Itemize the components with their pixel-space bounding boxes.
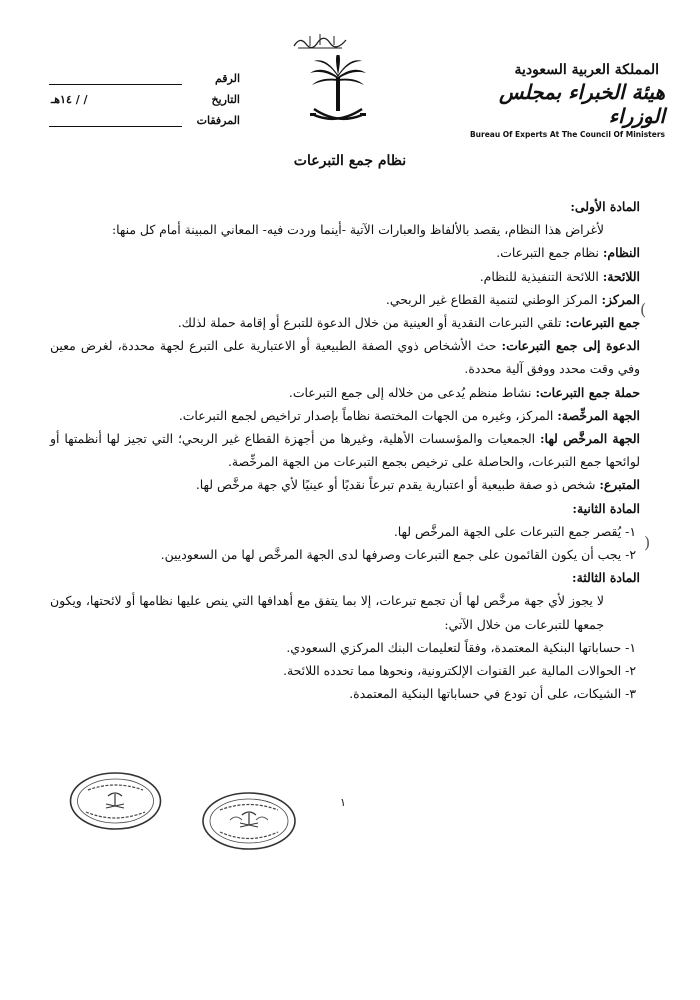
definition-item [50, 473, 640, 496]
definition-term: اللائحة: [602, 268, 640, 284]
definition-term: المركز: [601, 291, 640, 307]
definition-term: الدعوة إلى جمع التبرعات: [501, 338, 640, 354]
definition-item [50, 404, 640, 427]
official-seal-stamp [200, 790, 298, 852]
article-2-heading: المادة الثانية : [50, 497, 640, 520]
date-label: التاريخ [211, 93, 240, 106]
definition-text: المركز، وغيره من الجهات المختصة نظاماً بإصدار تراخيص لجمع التبرعات. [178, 407, 558, 423]
definition-text: تلقي التبرعات النقدية أو العينية من خلال الدعوة للتبرع أو إقامة حملة لذلك. [177, 315, 566, 331]
official-seal-stamp [68, 770, 163, 832]
definition-text: حث الأشخاص ذوي الصفة الطبيعية أو الاعتبارية على التبرع لجهة محددة، لغرض معين وفي وقت محدد ووفق آلية محددة. [50, 338, 640, 377]
definition-item [50, 288, 640, 311]
bureau-name-english: Bureau Of Experts At The Council Of Ministers [469, 130, 665, 139]
definition-text: الجمعيات والمؤسسات الأهلية، وغيرها من أجهزة القطاع غير الربحي؛ التي تجيز لها أنظمتها أو لوائحها جمع التبرعات، والحاصلة على ترخيص بجمع التبرعات من الجهة المرخِّصة. [50, 431, 640, 470]
definition-term: الجهة المرخَّص لها: [539, 431, 641, 447]
article-3-intro: لا يجوز لأي جهة مرخَّص لها أن تجمع تبرعات، إلا بما يتفق مع أهدافها التي ينص عليها نظامها أو لائحتها، ويكون جمعها للتبرعات من خلال الآتي: [50, 593, 604, 632]
item-number: ١- [625, 639, 636, 655]
item-text: الحوالات المالية عبر القنوات الإلكترونية، ونحوها مما تحدده اللائحة. [283, 663, 626, 679]
item-text: الشيكات، على أن تودع في حساباتها البنكية المعتمدة. [349, 686, 626, 702]
kingdom-name: المملكة العربية السعودية [514, 62, 659, 78]
saudi-emblem-icon [308, 55, 368, 127]
definition-term: النظام: [602, 245, 640, 261]
item-text: يجب أن يكون القائمون على جمع التبرعات وصرفها لدى الجهة المرخَّص لها من السعوديين. [160, 547, 626, 563]
definition-term: الجهة المرخِّصة: [557, 407, 640, 423]
item-text: يُقصر جمع التبرعات على الجهة المرخَّص لها. [393, 523, 626, 539]
item-number: ٣- [625, 686, 636, 702]
page-number: ١ [340, 796, 346, 809]
document-title: نظام جمع التبرعات [293, 153, 407, 169]
definition-item [50, 265, 640, 288]
definition-item [50, 334, 640, 380]
definition-item [50, 427, 640, 473]
header-organization-block [440, 62, 665, 139]
article-3-heading: المادة الثالثة : [50, 566, 640, 589]
definition-item [50, 311, 640, 334]
date-value: / / ١٤هـ [51, 93, 88, 106]
attachments-line [49, 114, 182, 127]
definition-item [50, 241, 640, 264]
bureau-name-arabic: هيئة الخبراء بمجلس الوزراء [498, 80, 665, 128]
header-reference-block [45, 64, 240, 127]
margin-bracket-mark: ) [644, 533, 651, 552]
date-row [45, 85, 240, 106]
definition-term: المتبرع: [599, 477, 640, 493]
definition-term: جمع التبرعات: [565, 315, 640, 331]
article-1-intro: لأغراض هذا النظام، يقصد بالألفاظ والعبارات الآتية -أينما وردت فيه- المعاني المبينة أمام كل منها: [111, 222, 604, 238]
article-1-heading: المادة الأولى : [50, 195, 640, 218]
document-body [50, 195, 640, 705]
item-text: حساباتها البنكية المعتمدة، وفقاً لتعليمات البنك المركزي السعودي. [286, 639, 626, 655]
article-2-item [50, 520, 640, 543]
definition-text: اللائحة التنفيذية للنظام. [479, 268, 603, 284]
item-number: ١- [625, 523, 636, 539]
definition-text: المركز الوطني لتنمية القطاع غير الربحي. [385, 291, 602, 307]
number-label: الرقم [214, 72, 240, 85]
attachments-label: المرفقات [196, 114, 240, 127]
item-number: ٢- [625, 663, 636, 679]
margin-bracket-mark: ( [640, 300, 647, 319]
article-2-item [50, 543, 640, 566]
definition-term: حملة جمع التبرعات: [535, 384, 640, 400]
basmala-calligraphy [290, 30, 350, 52]
attachments-row [45, 106, 240, 127]
reference-number-row [45, 64, 240, 85]
definition-text: شخص ذو صفة طبيعية أو اعتبارية يقدم تبرعاً نقديًا أو عينيًا لأي جهة مرخَّص لها. [195, 477, 600, 493]
definition-item [50, 381, 640, 404]
definition-text: نظام جمع التبرعات. [496, 245, 603, 261]
article-3-item [50, 659, 640, 682]
article-3-item [50, 636, 640, 659]
number-line [49, 72, 182, 85]
item-number: ٢- [625, 547, 636, 563]
article-3-item [50, 682, 640, 705]
definition-text: نشاط منظم يُدعى من خلاله إلى جمع التبرعات. [288, 384, 536, 400]
